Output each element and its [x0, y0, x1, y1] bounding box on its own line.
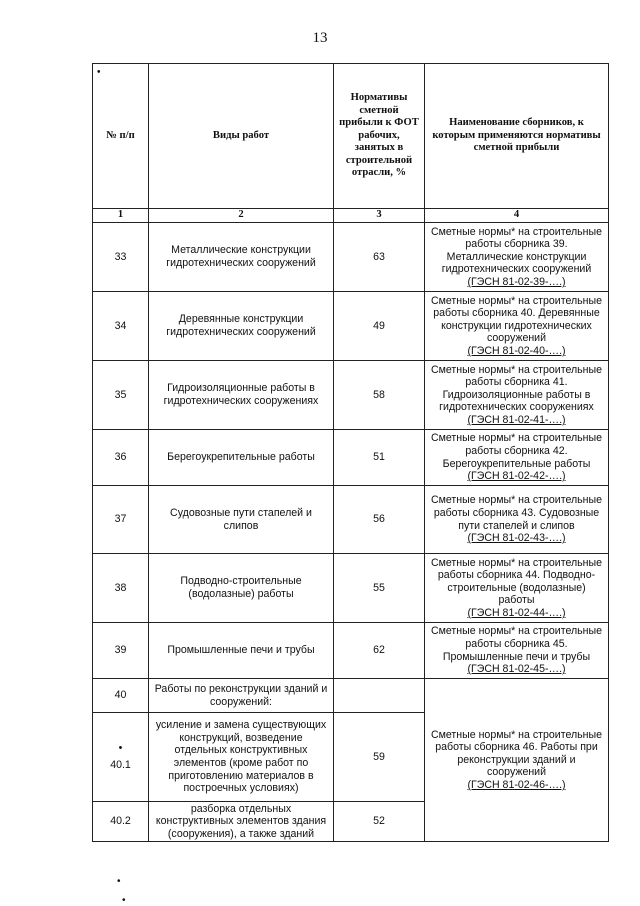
row-norm: 58 — [334, 361, 425, 430]
row-no: • 40.1 — [93, 713, 149, 802]
table-row — [93, 430, 609, 486]
row-code: (ГЭСН 81-02-43-….) — [467, 532, 566, 545]
stray-mark: • — [122, 895, 126, 906]
row-no: 36 — [93, 430, 149, 486]
row-collection: Сметные нормы* на строительные работы сборника 45. Промышленные печи и трубы (ГЭСН 81-02-45-….) — [425, 623, 609, 679]
header-collections: Наименование сборников, к которым применяются нормативы сметной прибыли — [425, 64, 609, 209]
row-no: 40 — [93, 679, 149, 713]
row-norm: 63 — [334, 223, 425, 292]
row-work: Берегоукрепительные работы — [149, 430, 334, 486]
profit-norms-table — [92, 63, 609, 842]
row-code: (ГЭСН 81-02-44-….) — [467, 606, 566, 619]
page-number: 13 — [312, 30, 328, 46]
row-work: разборка отдельных конструктивных элементов здания (сооружения), а также зданий — [149, 802, 334, 842]
table-row — [93, 292, 609, 361]
row-no: 38 — [93, 554, 149, 623]
row-code: (ГЭСН 81-02-40-….) — [467, 344, 566, 357]
column-number: 4 — [425, 209, 609, 223]
row-norm — [334, 679, 425, 713]
stray-mark: • — [97, 67, 101, 78]
row-code: (ГЭСН 81-02-46-….) — [467, 778, 566, 791]
header-works: Виды работ — [149, 64, 334, 209]
header-no: • № п/п — [93, 64, 149, 209]
table-row — [93, 554, 609, 623]
row-work: Подводно-строительные (водолазные) работы — [149, 554, 334, 623]
row-code: (ГЭСН 81-02-45-….) — [467, 663, 566, 676]
row-work: Деревянные конструкции гидротехнических сооружений — [149, 292, 334, 361]
row-collection: Сметные нормы* на строительные работы сборника 39. Металлические конструкции гидротехнических сооружений (ГЭСН 81-02-39-….) — [425, 223, 609, 292]
row-no: 39 — [93, 623, 149, 679]
row-work: Судовозные пути стапелей и слипов — [149, 486, 334, 554]
row-norm: 51 — [334, 430, 425, 486]
row-no: 34 — [93, 292, 149, 361]
row-collection: Сметные нормы* на строительные работы сборника 44. Подводно-строительные (водолазные) работы (ГЭСН 81-02-44-….) — [425, 554, 609, 623]
row-collection: Сметные нормы* на строительные работы сборника 46. Работы при реконструкции зданий и сооружений (ГЭСН 81-02-46-….) — [425, 679, 609, 842]
row-work: Работы по реконструкции зданий и сооружений: — [149, 679, 334, 713]
row-work: Промышленные печи и трубы — [149, 623, 334, 679]
row-work: Металлические конструкции гидротехнических сооружений — [149, 223, 334, 292]
stray-mark: • — [117, 876, 121, 887]
bullet-mark: • — [118, 741, 123, 754]
row-no: 40.2 — [93, 802, 149, 842]
row-no: 35 — [93, 361, 149, 430]
row-norm: 62 — [334, 623, 425, 679]
row-code: (ГЭСН 81-02-39-….) — [467, 275, 566, 288]
column-number-row — [93, 209, 609, 223]
table-row — [93, 623, 609, 679]
column-number: 1 — [93, 209, 149, 223]
row-code: (ГЭСН 81-02-42-….) — [467, 470, 566, 483]
row-work: усиление и замена существующих конструкций, возведение отдельных конструктивных элементов (кроме работ по приготовлению материалов в построечных условиях) — [149, 713, 334, 802]
row-norm: 49 — [334, 292, 425, 361]
row-norm: 52 — [334, 802, 425, 842]
table-row — [93, 361, 609, 430]
row-no: 37 — [93, 486, 149, 554]
row-norm: 55 — [334, 554, 425, 623]
table-row — [93, 223, 609, 292]
column-number: 2 — [149, 209, 334, 223]
table-header-row — [93, 64, 609, 209]
row-collection: Сметные нормы* на строительные работы сборника 42. Берегоукрепительные работы (ГЭСН 81-02-42-….) — [425, 430, 609, 486]
row-collection: Сметные нормы* на строительные работы сборника 43. Судовозные пути стапелей и слипов (ГЭСН 81-02-43-….) — [425, 486, 609, 554]
table-row — [93, 679, 609, 713]
row-no: 33 — [93, 223, 149, 292]
row-collection: Сметные нормы* на строительные работы сборника 40. Деревянные конструкции гидротехнических сооружений (ГЭСН 81-02-40-….) — [425, 292, 609, 361]
column-number: 3 — [334, 209, 425, 223]
row-work: Гидроизоляционные работы в гидротехнических сооружениях — [149, 361, 334, 430]
header-norm: Нормативы сметной прибыли к ФОТ рабочих, занятых в строительной отрасли, % — [334, 64, 425, 209]
row-norm: 59 — [334, 713, 425, 802]
table-row — [93, 486, 609, 554]
row-norm: 56 — [334, 486, 425, 554]
row-collection: Сметные нормы* на строительные работы сборника 41. Гидроизоляционные работы в гидротехнических сооружениях (ГЭСН 81-02-41-….) — [425, 361, 609, 430]
row-code: (ГЭСН 81-02-41-….) — [467, 413, 566, 426]
